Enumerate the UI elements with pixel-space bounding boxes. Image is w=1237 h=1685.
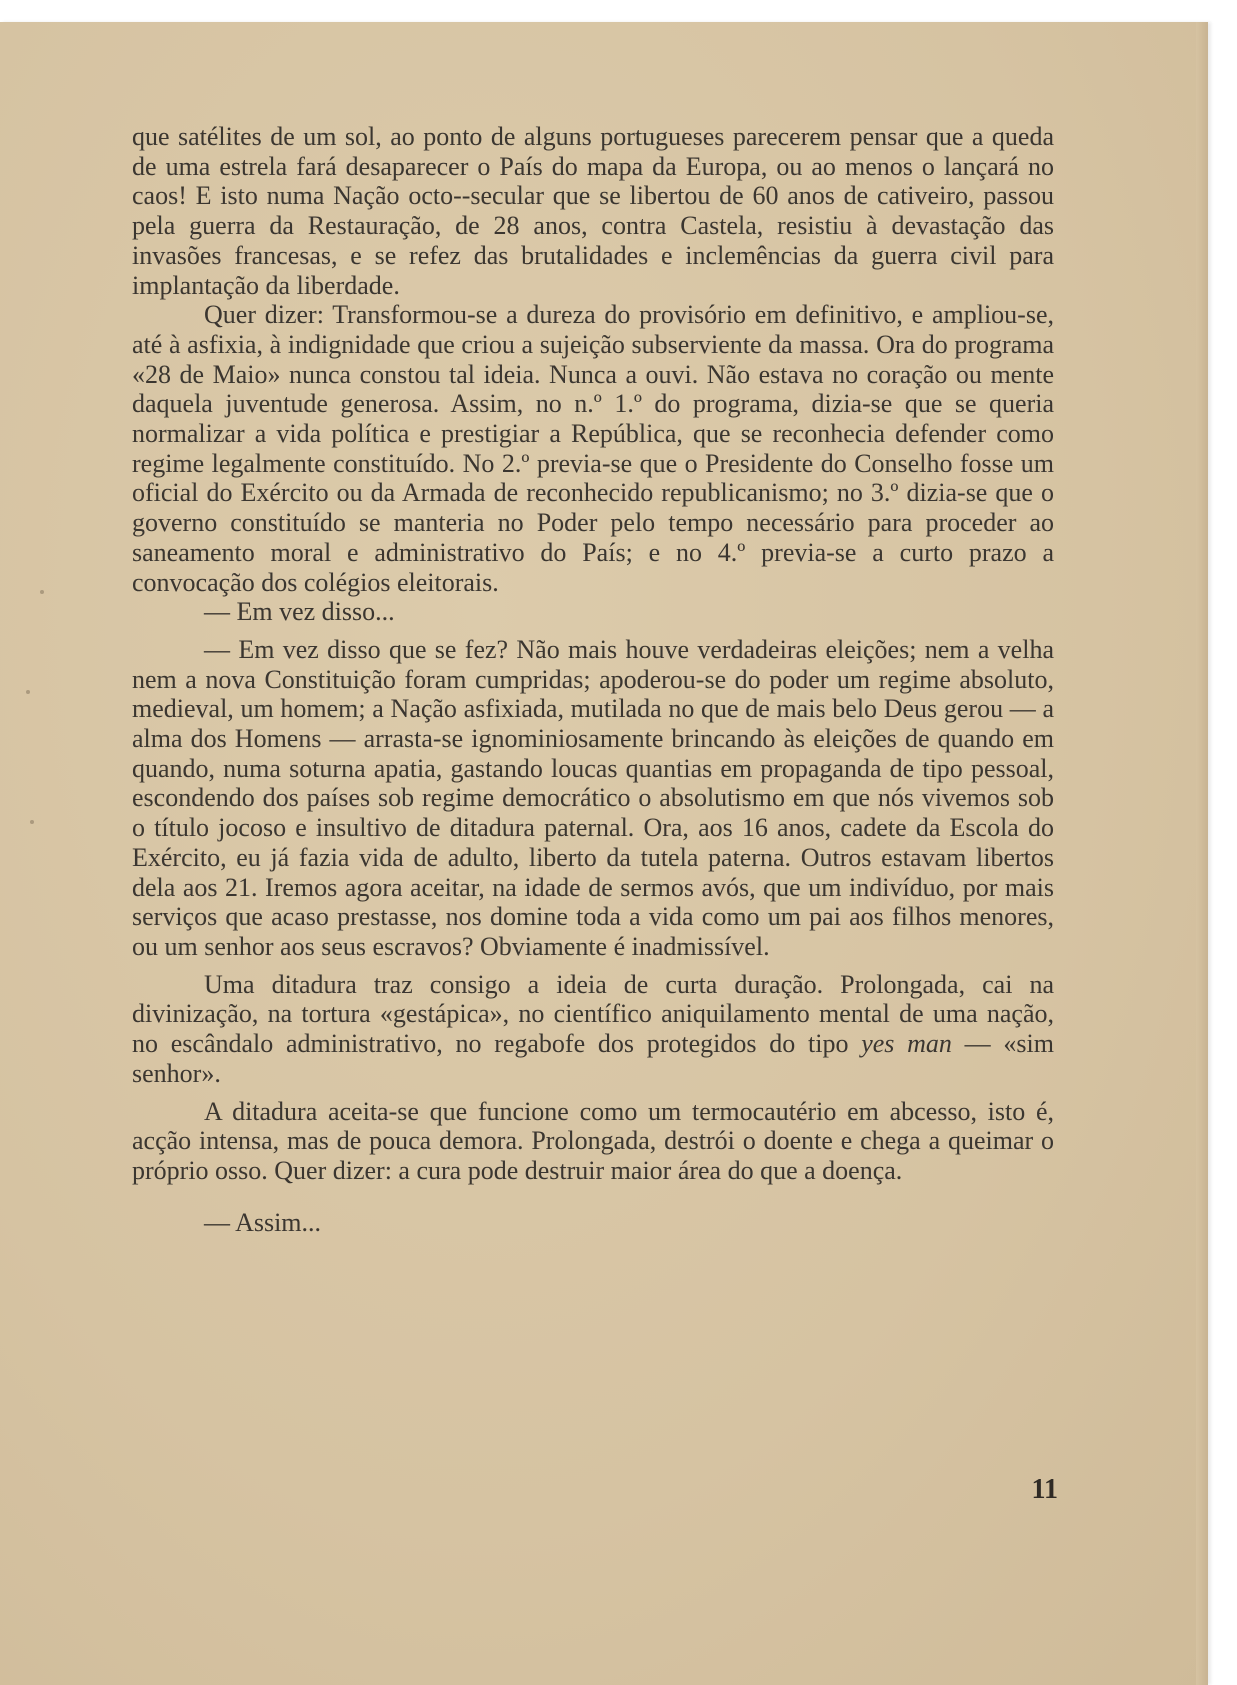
paragraph-3-dialog: — Em vez disso... [204, 597, 395, 627]
page-edge [1196, 22, 1208, 1685]
paragraph-7-dialog: — Assim... [204, 1207, 322, 1237]
paragraph-5-italic-term: yes man [861, 1029, 952, 1059]
paragraph-5-text-after: — «sim senhor». [132, 1029, 1054, 1088]
paragraph-4: — Em vez disso que se fez? Não mais houve verdadeiras eleições; nem a velha nem a nova Constituição foram cumpridas; apoderou-se do poder um regime absoluto, medieval, um homem; a Nação asfixiada, mutilada no que de mais belo Deus gerou — a alma dos Homens — arrasta-se ignominiosamente brincando às eleições de quando em quando, numa soturna apatia, gastando loucas quantias em propaganda de tipo pessoal, escondendo dos países sob regime democrático o absolutismo em que nós vivemos sob o título jocoso e insultivo de ditadura paternal. Ora, aos 16 anos, cadete da Escola do Exército, eu já fazia vida de adulto, liberto da tutela paterna. Outros estavam libertos dela aos 21. Iremos agora aceitar, na idade de sermos avós, que um indivíduo, por mais serviços que acaso prestasse, nos domine toda a vida como um pai aos filhos menores, ou um senhor aos seus escravos? Obviamente é inadmissível. [132, 634, 1054, 961]
paragraph-2: Quer dizer: Transformou-se a dureza do provisório em definitivo, e ampliou-se, até à asfixia, à indignidade que criou a sujeição subserviente da massa. Ora do programa «28 de Maio» nunca constou tal ideia. Nunca a ouvi. Não estava no coração ou mente daquela juventude generosa. Assim, no n.º 1.º do programa, dizia-se que se queria normalizar a vida política e prestigiar a República, que se reconhecia defender como regime legalmente constituído. No 2.º previa-se que o Presidente do Conselho fosse um oficial do Exército ou da Armada de reconhecido republicanismo; no 3.º dizia-se que o governo constituído se manteria no Poder pelo tempo necessário para proceder ao saneamento moral e administrativo do País; e no 4.º previa-se a curto prazo a convocação dos colégios eleitorais. [132, 300, 1054, 597]
paragraph-5-text-before: Uma ditadura traz consigo a ideia de curta duração. Prolongada, cai na divinização, na tortura «gestápica», no científico aniquilamento mental de uma nação, no escândalo administrativo, no regabofe dos protegidos do tipo [132, 969, 1054, 1059]
page-number: 11 [1031, 1474, 1058, 1505]
paragraph-6: A ditadura aceita-se que funcione como um termocautério em abcesso, isto é, acção intensa, mas de pouca demora. Prolongada, destrói o doente e chega a queimar o próprio osso. Quer dizer: a cura pode destruir maior área do que a doença. [132, 1096, 1054, 1185]
paper-speck [26, 690, 30, 694]
paper-speck [30, 820, 34, 824]
paper-speck [40, 590, 44, 594]
paragraph-5 [132, 970, 1054, 1089]
paragraph-1: que satélites de um sol, ao ponto de alguns portugueses parecerem pensar que a queda de uma estrela fará desaparecer o País do mapa da Europa, ou ao menos o lançará no caos! E isto numa Nação octo--secular que se libertou de 60 anos de cativeiro, passou pela guerra da Restauração, de 28 anos, contra Castela, resistiu à devastação das invasões francesas, e se refez das brutalidades e inclemências da guerra civil para implantação da liberdade. [132, 122, 1054, 300]
page-body-text [132, 122, 1054, 1237]
